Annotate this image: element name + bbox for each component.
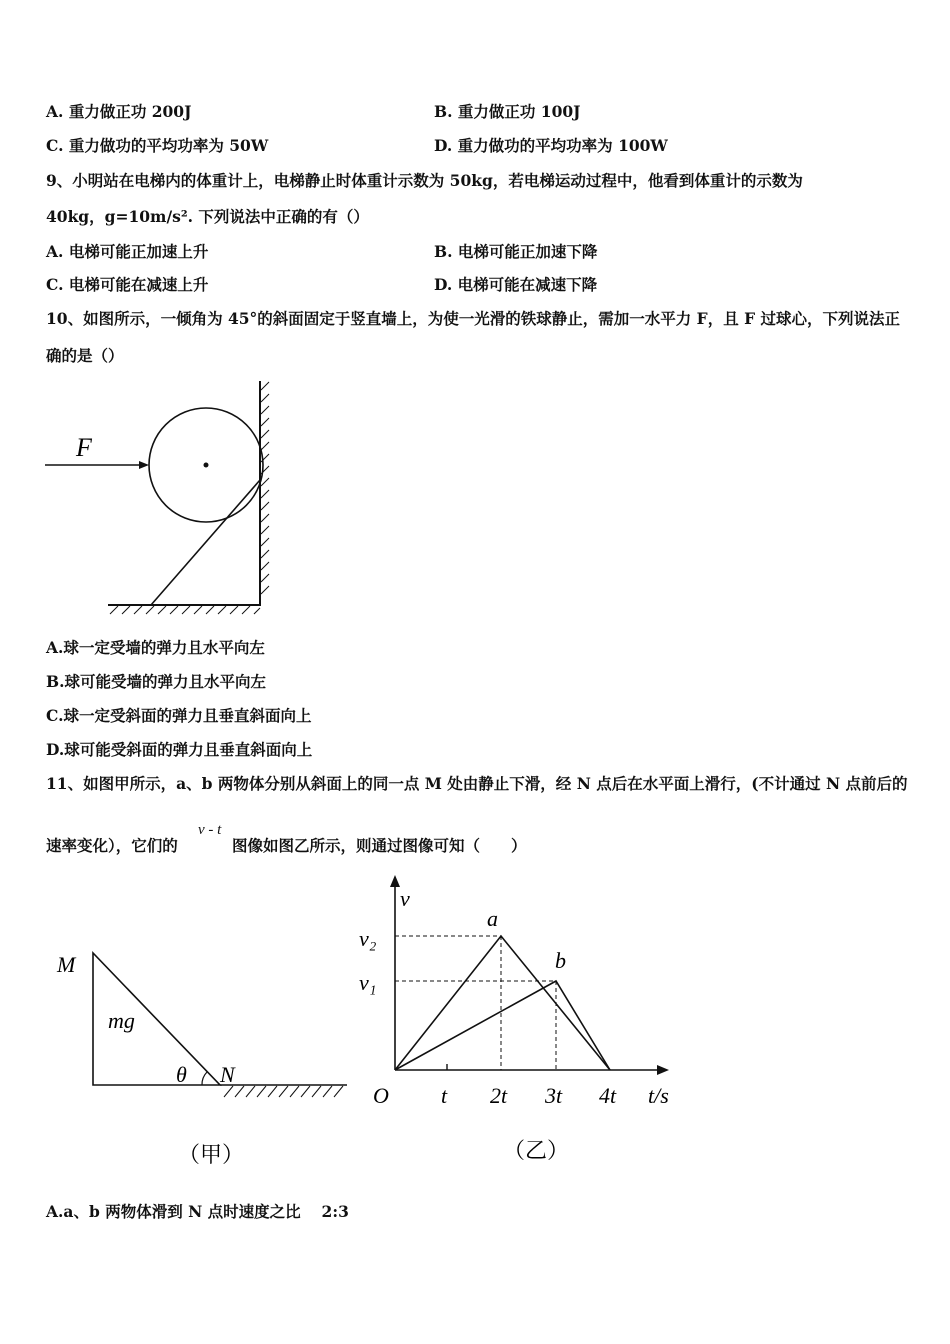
q9-option-d: D. 电梯可能在减速下降 (434, 275, 598, 294)
guide-lines (395, 936, 556, 1070)
q11-figure-jia (50, 940, 360, 1180)
q11-stem-line2-pre: 速率变化），它们的 (46, 836, 178, 855)
q9-stem-line1: 9、小明站在电梯内的体重计上，电梯静止时体重计示数为 50kg，若电梯运动过程中，他看到体重计的示数为 (46, 171, 803, 190)
q10-option-a: A.球一定受墙的弹力且水平向左 (46, 638, 265, 657)
q10-stem-line1: 10、如图所示，一倾角为 45°的斜面固定于竖直墙上，为使一光滑的铁球静止，需加一水平力 F，且 F 过球心，下列说法正 (46, 309, 900, 328)
tick-label-t: t (441, 1083, 448, 1108)
wall-hatching (261, 382, 269, 594)
label-mg: mg (108, 1008, 135, 1033)
v-axis-label: v (400, 886, 410, 911)
q8-option-d: D. 重力做功的平均功率为 100W (434, 136, 668, 155)
force-arrow-head (139, 461, 149, 469)
tick-label-2t: 2t (490, 1083, 508, 1108)
ground-hatching (110, 606, 260, 614)
origin-label: O (373, 1083, 389, 1108)
q11-option-a: A.a、b 两物体滑到 N 点时速度之比 2:3 (46, 1202, 349, 1221)
q10-option-b: B.球可能受墙的弹力且水平向左 (46, 672, 266, 691)
caption-yi: （乙） (503, 1138, 570, 1163)
q9-option-a: A. 电梯可能正加速上升 (46, 242, 209, 261)
q10-option-d: D.球可能受斜面的弹力且垂直斜面向上 (46, 740, 313, 759)
series-b-line (395, 981, 610, 1070)
v1-label: v₁ (359, 970, 377, 995)
t-axis-label: t/s (648, 1083, 669, 1108)
q10-stem-line2: 确的是（） (46, 346, 124, 365)
point-b-label: b (555, 948, 566, 973)
tick-label-3t: 3t (545, 1083, 563, 1108)
angle-arc (202, 1072, 207, 1085)
v2-label: v₂ (359, 926, 377, 951)
q9-option-c: C. 电梯可能在减速上升 (46, 275, 209, 294)
ball-center (204, 463, 209, 468)
series-a-line (395, 936, 610, 1070)
incline-line (151, 480, 260, 605)
q9-option-b: B. 电梯可能正加速下降 (434, 242, 598, 261)
q10-option-c: C.球一定受斜面的弹力且垂直斜面向上 (46, 706, 312, 725)
label-N: N (220, 1062, 235, 1087)
tick-label-4t: 4t (599, 1083, 617, 1108)
point-a-label: a (487, 906, 498, 931)
label-theta: θ (176, 1062, 187, 1087)
q8-option-b: B. 重力做正功 100J (434, 102, 581, 121)
v-axis-arrow (390, 875, 400, 887)
q8-option-a: A. 重力做正功 200J (46, 102, 192, 121)
q11-stem-line1: 11、如图甲所示，a、b 两物体分别从斜面上的同一点 M 处由静止下滑，经 N 点后在水平面上滑行，(不计通过 N 点前后的 (46, 774, 908, 793)
force-label: F (76, 433, 92, 462)
q11-figure-yi (355, 870, 685, 1170)
q9-stem-line2: 40kg，g=10m/s². 下列说法中正确的有（） (46, 207, 369, 226)
q11-vt-label: v - t (198, 822, 222, 838)
label-M: M (57, 952, 76, 977)
q10-figure (40, 376, 280, 616)
caption-jia: （甲） (178, 1142, 245, 1167)
q11-stem-line2-post: 图像如图乙所示，则通过图像可知（ ） (232, 836, 527, 855)
t-axis-arrow (657, 1065, 669, 1075)
ground-hatching (224, 1086, 343, 1097)
q8-option-c: C. 重力做功的平均功率为 50W (46, 136, 269, 155)
